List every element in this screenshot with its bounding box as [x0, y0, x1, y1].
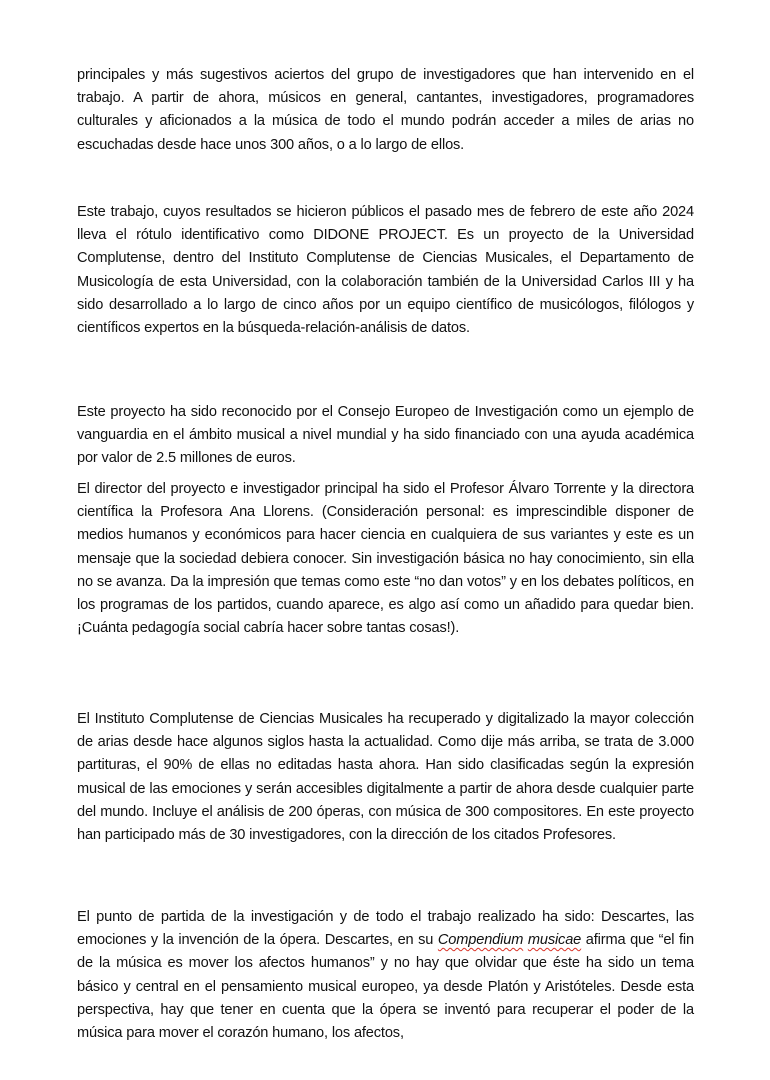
paragraph-arias-access[interactable]: principales y más sugestivos aciertos del grupo de investigadores que han intervenido en el trabajo. A partir de ahora, músicos en general, cantantes, investigadores, programadores culturales y aficionados a la música de todo el mundo podrán acceder a miles de arias no escuchadas desde hace unos 300 años, o a lo largo de ellos.: [77, 67, 694, 153]
paragraph-european-council[interactable]: Este proyecto ha sido reconocido por el Consejo Europeo de Investigación como un ejemplo de vanguardia en el ámbito musical a nivel mundial y ha sido financiado con una ayuda académica por valor de 2.5 millones de euros.: [77, 404, 694, 467]
paragraph-descartes-opera[interactable]: [77, 906, 694, 1045]
paragraph-didone-project[interactable]: Este trabajo, cuyos resultados se hicieron públicos el pasado mes de febrero de este año 2024 lleva el rótulo identificativo como DIDONE PROJECT. Es un proyecto de la Universidad Complutense, dentro del Instituto Complutense de Ciencias Musicales, el Departamento de Musicología de esta Universidad, con la colaboración también de la Universidad Carlos III y ha sido desarrollado a lo largo de cinco años por un equipo científico de musicólogos, filólogos y científicos expertos en la búsqueda-relación-análisis de datos.: [77, 204, 694, 337]
text-run: afirma que “el fin de la música es mover los afectos humanos” y no hay que olvidar que éste ha sido un tema básico y central en el pensamiento musical europeo, ya desde Platón y Aristóteles. Desde esta perspectiva, hay que tener en cuenta que la ópera se inventó para recuperar el poder de la música para mover el corazón humano, los afectos,: [77, 932, 694, 1042]
text-run: El punto de partida de la investigación y de todo el trabajo realizado ha sido: Descartes, las emociones y la invención de la ópera. Descartes, en su: [77, 909, 694, 949]
paragraph-institute-collection[interactable]: El Instituto Complutense de Ciencias Musicales ha recuperado y digitalizado la mayor colección de arias desde hace algunos siglos hasta la actualidad. Como dije más arriba, se trata de 3.000 partituras, el 90% de ellas no editadas hasta ahora. Han sido clasificadas según la expresión musical de las emociones y serán accesibles digitalmente a partir de ahora desde cualquier parte del mundo. Incluye el análisis de 200 óperas, con música de 300 compositores. En este proyecto han participado más de 30 investigadores, con la dirección de los citados Profesores.: [77, 711, 694, 844]
italic-title-misspelled-word[interactable]: musicae: [527, 932, 582, 949]
italic-title-misspelled-word[interactable]: Compendium: [437, 932, 524, 949]
paragraph-project-directors[interactable]: El director del proyecto e investigador principal ha sido el Profesor Álvaro Torrente y la directora científica la Profesora Ana Llorens. (Consideración personal: es imprescindible disponer de medios humanos y económicos para hacer ciencia en cualquiera de sus variantes y este es un mensaje que la sociedad debiera conocer. Sin investigación básica no hay conocimiento, sin ella no se avanza. Da la impresión que temas como este “no dan votos” y en los debates políticos, en los programas de los partidos, cuando aparece, es algo así como un añadido para quedar bien. ¡Cuánta pedagogía social cabría hacer sobre tantas cosas!).: [77, 481, 694, 637]
